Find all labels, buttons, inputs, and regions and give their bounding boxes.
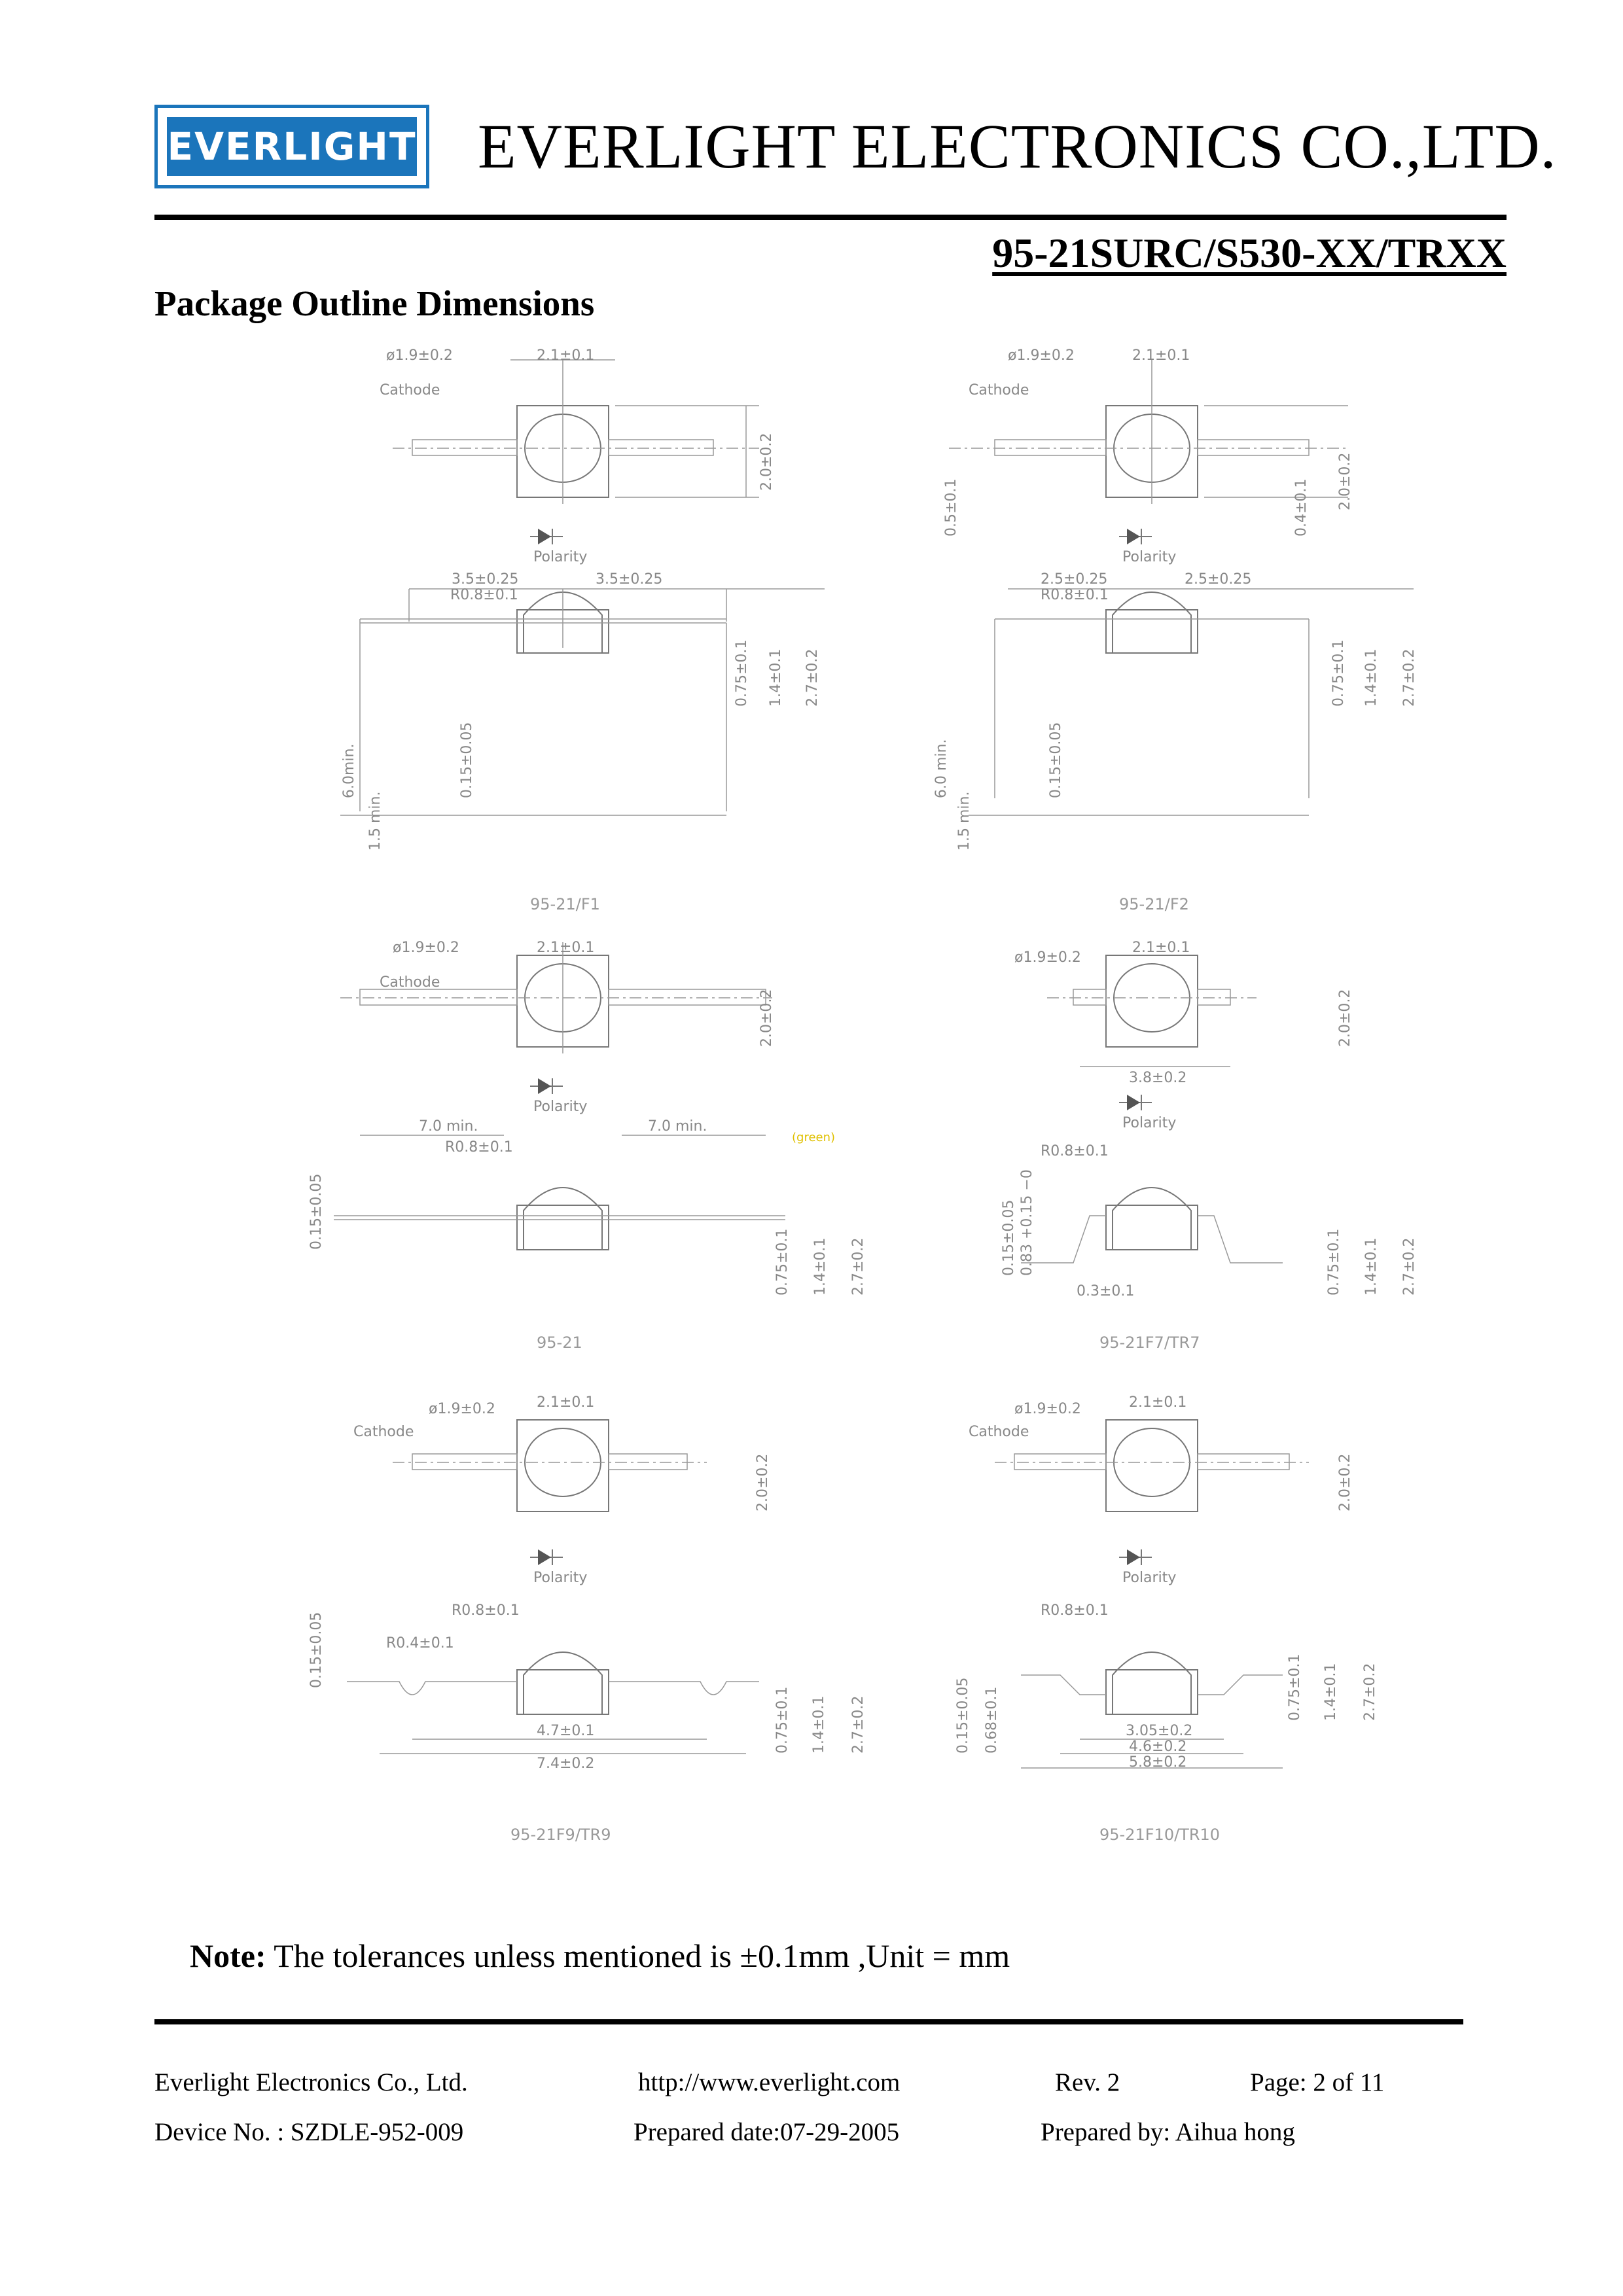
footer-company: Everlight Electronics Co., Ltd. xyxy=(154,2068,468,2096)
f2-dim-015: 0.15±0.05 xyxy=(1048,722,1064,798)
note-text: The tolerances unless mentioned is ±0.1mm ,Unit = mm xyxy=(266,1937,1010,1974)
f10-cathode-label: Cathode xyxy=(969,1424,1029,1440)
f7-polarity-label: Polarity xyxy=(1122,1115,1177,1131)
f2-dim-width: 2.1±0.1 xyxy=(1132,347,1190,364)
f10-radius: R0.8±0.1 xyxy=(1041,1602,1109,1619)
f10-span-1: 3.05±0.2 xyxy=(1126,1723,1193,1739)
f2-dim-27: 2.7±0.2 xyxy=(1401,648,1418,707)
f2-offset-right: 0.4±0.1 xyxy=(1293,478,1310,537)
f1-min-15: 1.5 min. xyxy=(367,791,383,851)
base-caption: 95-21 xyxy=(537,1333,582,1352)
f10-dim-27: 2.7±0.2 xyxy=(1362,1663,1378,1721)
f2-lead-right: 2.5±0.25 xyxy=(1185,571,1252,588)
footer-prepared-by: Prepared by: Aihua hong xyxy=(1041,2118,1295,2146)
f1-lead-left: 3.5±0.25 xyxy=(452,571,519,588)
dim-diameter: ø1.9±0.2 xyxy=(386,347,453,364)
f7-dim-diameter: ø1.9±0.2 xyxy=(1014,949,1081,966)
base-color-note: (green) xyxy=(792,1131,836,1144)
f10-span-2: 4.6±0.2 xyxy=(1129,1739,1187,1755)
company-logo xyxy=(154,105,429,188)
header-divider xyxy=(154,215,1507,220)
dim-height: 2.0±0.2 xyxy=(758,433,775,491)
logo-badge xyxy=(167,117,417,176)
f7-dim-075: 0.75±0.1 xyxy=(1326,1228,1342,1296)
footer-device: Device No. : SZDLE-952-009 xyxy=(154,2118,464,2146)
f1-caption: 95-21/F1 xyxy=(530,895,600,913)
f10-dim-diameter: ø1.9±0.2 xyxy=(1014,1401,1081,1417)
logo-text: EVERLIGHT xyxy=(167,124,417,169)
f2-dim-height: 2.0±0.2 xyxy=(1337,452,1353,510)
f9-span-outer: 7.4±0.2 xyxy=(537,1756,595,1772)
f2-dim-075: 0.75±0.1 xyxy=(1330,639,1347,707)
f2-caption: 95-21/F2 xyxy=(1119,895,1189,913)
f7-dim-14: 1.4±0.1 xyxy=(1363,1237,1380,1296)
f2-radius: R0.8±0.1 xyxy=(1041,587,1109,603)
f9-radius-small: R0.4±0.1 xyxy=(386,1635,454,1651)
f2-polarity-label: Polarity xyxy=(1122,549,1177,565)
f7-height: 0.83 +0.15 −0 xyxy=(1019,1169,1035,1276)
f10-dim-width: 2.1±0.1 xyxy=(1129,1394,1187,1411)
dim-width: 2.1±0.1 xyxy=(537,347,595,364)
drawing-95-21 xyxy=(308,940,866,1352)
f2-offset-left: 0.5±0.1 xyxy=(943,478,959,537)
base-dim-27: 2.7±0.2 xyxy=(850,1237,866,1296)
f7-dim-27: 2.7±0.2 xyxy=(1401,1237,1418,1296)
f7-radius: R0.8±0.1 xyxy=(1041,1143,1109,1159)
f2-min-6: 6.0 min. xyxy=(933,739,950,798)
f2-dim-diameter: ø1.9±0.2 xyxy=(1008,347,1075,364)
f2-min-15: 1.5 min. xyxy=(956,791,972,851)
f9-dim-14: 1.4±0.1 xyxy=(811,1695,827,1754)
base-dim-14: 1.4±0.1 xyxy=(812,1237,829,1296)
drawing-95-21-f7 xyxy=(1001,940,1418,1352)
f9-dim-015: 0.15±0.05 xyxy=(308,1612,325,1688)
f9-dim-width: 2.1±0.1 xyxy=(537,1394,595,1411)
f1-dim-015: 0.15±0.05 xyxy=(459,722,475,798)
f9-caption: 95-21F9/TR9 xyxy=(510,1826,611,1844)
f10-dim-075: 0.75±0.1 xyxy=(1287,1653,1303,1721)
f7-dim-width: 2.1±0.1 xyxy=(1132,940,1190,956)
base-lead-left: 7.0 min. xyxy=(419,1118,478,1135)
base-polarity-label: Polarity xyxy=(533,1099,588,1115)
base-cathode-label: Cathode xyxy=(380,974,440,991)
f10-polarity-label: Polarity xyxy=(1122,1570,1177,1586)
section-title: Package Outline Dimensions xyxy=(154,283,595,323)
f7-span: 3.8±0.2 xyxy=(1129,1070,1187,1086)
f10-span-3: 5.8±0.2 xyxy=(1129,1754,1187,1771)
f9-dim-height: 2.0±0.2 xyxy=(755,1453,771,1511)
f10-dim-14: 1.4±0.1 xyxy=(1323,1663,1339,1721)
f10-height: 0.68±0.1 xyxy=(984,1686,1000,1754)
f2-cathode-label: Cathode xyxy=(969,382,1029,398)
company-name: EVERLIGHT ELECTRONICS CO.,LTD. xyxy=(478,111,1557,181)
base-dim-075: 0.75±0.1 xyxy=(774,1228,791,1296)
drawing-95-21-f2 xyxy=(933,347,1418,913)
f10-dim-015: 0.15±0.05 xyxy=(955,1677,971,1754)
base-dim-015: 0.15±0.05 xyxy=(308,1173,325,1250)
f7-foot: 0.3±0.1 xyxy=(1077,1283,1135,1299)
base-dim-height: 2.0±0.2 xyxy=(758,989,775,1047)
f9-radius: R0.8±0.1 xyxy=(452,1602,520,1619)
f9-polarity-label: Polarity xyxy=(533,1570,588,1586)
drawing-95-21-f9 xyxy=(308,1394,866,1844)
drawing-95-21-f10 xyxy=(955,1394,1378,1844)
f9-dim-075: 0.75±0.1 xyxy=(774,1686,791,1754)
base-radius: R0.8±0.1 xyxy=(445,1139,513,1156)
f2-lead-left: 2.5±0.25 xyxy=(1041,571,1108,588)
footer-rev: Rev. 2 xyxy=(1055,2068,1120,2096)
polarity-label: Polarity xyxy=(533,549,588,565)
package-outline-drawings xyxy=(288,340,1466,1911)
note-label: Note: xyxy=(190,1937,266,1974)
f10-dim-height: 2.0±0.2 xyxy=(1337,1453,1353,1511)
f7-dim-015: 0.15±0.05 xyxy=(1001,1199,1017,1276)
footer-prepared-date: Prepared date:07-29-2005 xyxy=(633,2118,900,2146)
f10-caption: 95-21F10/TR10 xyxy=(1099,1826,1221,1844)
base-lead-right: 7.0 min. xyxy=(648,1118,707,1135)
f1-radius: R0.8±0.1 xyxy=(450,587,518,603)
f9-dim-diameter: ø1.9±0.2 xyxy=(429,1401,495,1417)
f9-cathode-label: Cathode xyxy=(353,1424,414,1440)
f9-span-inner: 4.7±0.1 xyxy=(537,1723,595,1739)
drawing-95-21-f1 xyxy=(340,347,825,913)
f1-dim-14: 1.4±0.1 xyxy=(768,648,784,707)
cathode-label: Cathode xyxy=(380,382,440,398)
part-number: 95-21SURC/S530-XX/TRXX xyxy=(992,230,1507,276)
base-dim-diameter: ø1.9±0.2 xyxy=(393,940,459,956)
f1-dim-27: 2.7±0.2 xyxy=(804,648,821,707)
f9-dim-27: 2.7±0.2 xyxy=(850,1695,866,1754)
f7-dim-height: 2.0±0.2 xyxy=(1337,989,1353,1047)
f1-min-6: 6.0min. xyxy=(341,743,357,798)
f2-dim-14: 1.4±0.1 xyxy=(1363,648,1380,707)
footer-page: Page: 2 of 11 xyxy=(1250,2068,1385,2096)
f7-caption: 95-21F7/TR7 xyxy=(1099,1333,1200,1352)
f1-dim-075: 0.75±0.1 xyxy=(734,639,750,707)
base-dim-width: 2.1±0.1 xyxy=(537,940,595,956)
footer-url[interactable]: http://www.everlight.com xyxy=(638,2068,901,2096)
f1-lead-right: 3.5±0.25 xyxy=(596,571,663,588)
tolerance-note xyxy=(190,1937,1010,1975)
footer-divider xyxy=(154,2019,1463,2024)
